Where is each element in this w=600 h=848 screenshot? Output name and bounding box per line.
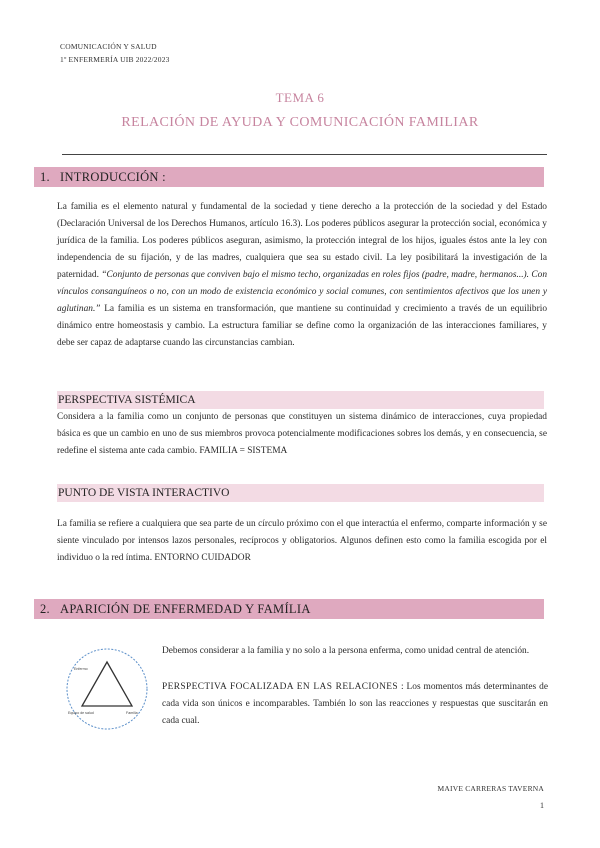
- interactivo-paragraph: La familia se refiere a cualquiera que sea parte de un círculo próximo con el que interactúa el enfermo, comparte información y se siente vinculado por intensos lazos personales, recíprocos y obligatorios. Algunos definen esto como la familia escogida por el individuo o la red íntima. ENTORNO CUIDADOR: [57, 519, 547, 563]
- family-definition-quote: “Conjunto de personas que conviven bajo el mismo techo, organizadas en roles fijos (padre, madre, hermanos...). Con vínculos consanguíneos o no, con un modo de existencia económico y social comunes, con sentimientos afectivos que los unen y aglutinan.”: [57, 270, 548, 314]
- section-1-number: 1.: [40, 170, 50, 184]
- header-course: COMUNICACIÓN Y SALUD: [60, 42, 157, 51]
- intro-after-text: La familia es un sistema en transformación, que mantiene su continuidad y crecimiento a través de un equilibrio dinámico entre homeostasis y cambio. La estructura familiar se define como la organización de las interacciones familiares, y debe ser capaz de adaptarse cuando las circunstancias cambian.: [57, 304, 548, 348]
- diagram-label-top: Enfermo: [74, 667, 88, 671]
- tema-label: TEMA 6: [275, 90, 325, 105]
- section-2-title: APARICIÓN DE ENFERMEDAD Y FAMÍLIA: [60, 602, 311, 616]
- intro-text: La familia es el elemento natural y fundamental de la sociedad y tiene derecho a la protección de la sociedad y del Estado (Declaración Universal de los Derechos Humanos, artículo 16.3). Los poderes públicos asegurar la protección social, económica y jurídica de la familia. Los poderes públicos aseguran, asimismo, la protección integral de los hijos, iguales éstos ante la ley con independencia de su fijación, y de las madres, cualquiera que sea su estado civil. La ley posibilitará la investigación de la paternidad.: [57, 202, 547, 280]
- running-header: [60, 40, 170, 66]
- section-1-heading: [34, 167, 544, 187]
- page-number: 1: [540, 801, 544, 810]
- document-title: RELACIÓN DE AYUDA Y COMUNICACIÓN FAMILIAR: [121, 115, 479, 130]
- focalizada-text: : Los momentos más determinantes de cada vida son únicos e incomparables. También lo son las reacciones y respuestas que suscitarán en cada cual.: [162, 682, 549, 726]
- family-triangle-diagram: [60, 644, 155, 734]
- diagram-label-left: Equipo de salud: [68, 711, 94, 715]
- footer-author: MAIVE CARRERAS TAVERNA: [437, 784, 544, 793]
- section-1-title: INTRODUCCIÓN :: [60, 170, 166, 184]
- subsection-sistemica-heading: PERSPECTIVA SISTÉMICA: [57, 391, 544, 409]
- section-2-number: 2.: [40, 602, 50, 616]
- section-2-paragraph-2: [162, 679, 548, 730]
- header-year: 1º ENFERMERÍA UIB 2022/2023: [60, 55, 170, 64]
- section-2-paragraph-1: Debemos considerar a la familia y no solo a la persona enferma, como unidad central de atención.: [162, 646, 530, 656]
- diagram-triangle: [82, 662, 132, 706]
- focalizada-lead: PERSPECTIVA FOCALIZADA EN LAS RELACIONES: [162, 682, 398, 692]
- diagram-label-right: Familia: [126, 711, 138, 715]
- intro-paragraph: [57, 199, 547, 352]
- sistemica-paragraph: Considera a la familia como un conjunto de personas que constituyen un sistema dinámico de interacciones, cuya propiedad básica es que un cambio en uno de sus miembros provoca potencialmente modificaciones sobres los demás, y en consecuencia, se redefine el sistema ante cada cambio. FAMILIA = SISTEMA: [57, 412, 547, 456]
- section-2-heading: [34, 599, 544, 619]
- subsection-interactivo-heading: PUNTO DE VISTA INTERACTIVO: [57, 484, 544, 502]
- title-divider: [62, 154, 547, 155]
